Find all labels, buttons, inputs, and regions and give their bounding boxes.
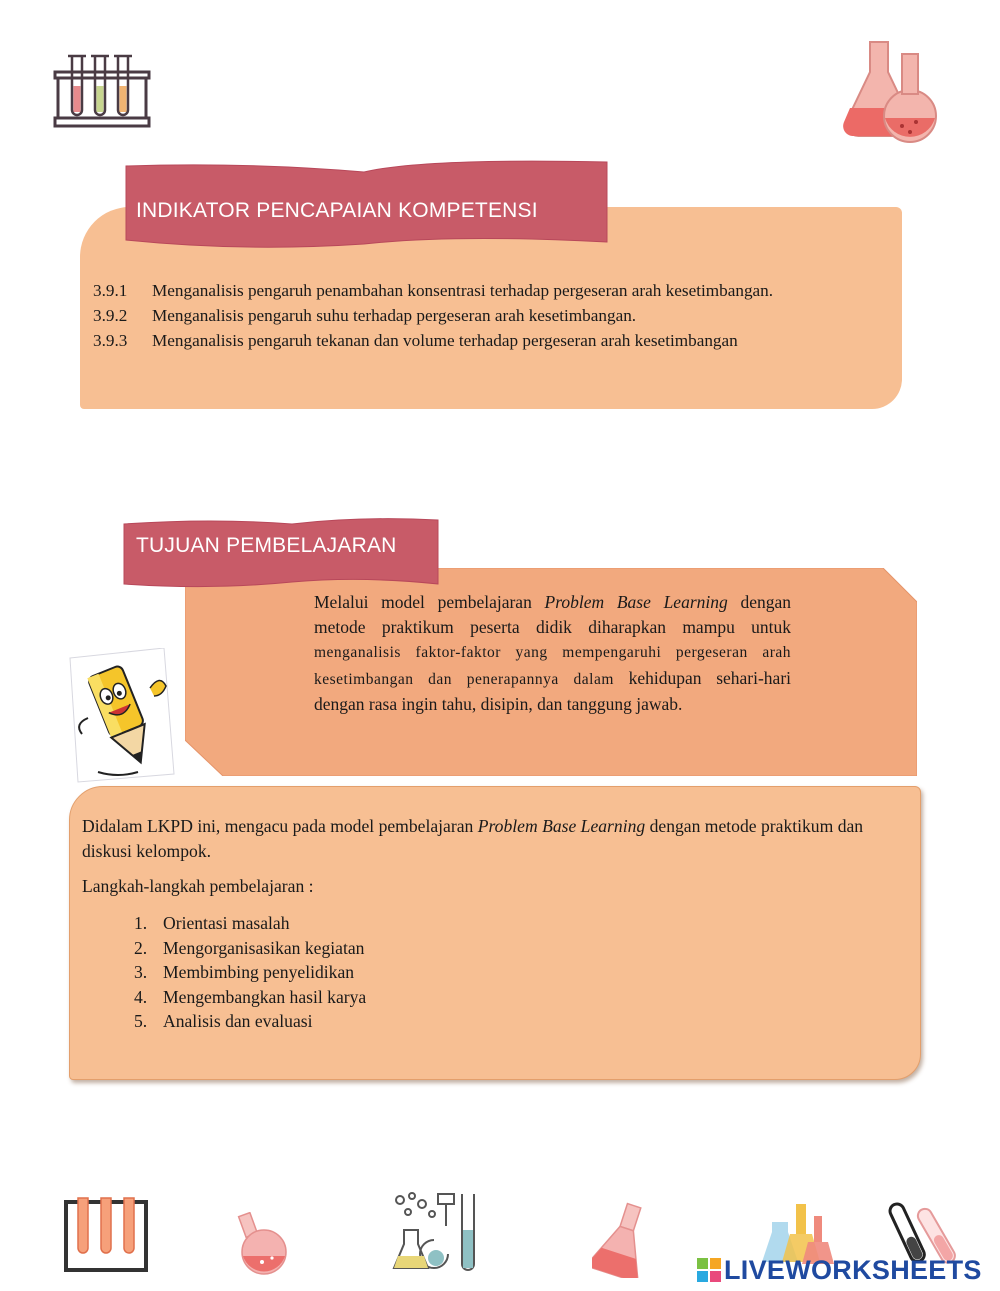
step-text: Membimbing penyelidikan [163, 962, 355, 982]
goals-title: TUJUAN PEMBELAJARAN [136, 534, 397, 557]
step-number: 3. [134, 962, 148, 982]
goals-text-part: dengan metode praktikum peserta didik diharapkan mampu untuk [314, 592, 791, 637]
indicator-number: 3.9.1 [93, 281, 128, 300]
liveworksheets-logo [697, 1254, 982, 1286]
step-number: 1. [134, 913, 148, 933]
indicator-text: Menganalisis pengaruh tekanan dan volume terhadap pergeseran arah kesetimbangan [152, 331, 738, 350]
indicator-text: Menganalisis pengaruh penambahan konsentrasi terhadap pergeseran arah kesetimbangan. [152, 281, 774, 300]
list-item [134, 960, 366, 985]
live-badge-icon [697, 1258, 721, 1282]
lkpd-intro-emphasis: Problem Base Learning [477, 816, 646, 836]
goals-text [314, 590, 791, 717]
list-item [134, 911, 366, 936]
flasks-icon [838, 36, 948, 146]
steps-heading: Langkah-langkah pembelajaran : [82, 876, 314, 896]
step-number: 4. [134, 986, 148, 1007]
list-item [134, 936, 366, 961]
list-item [134, 985, 366, 1010]
indicator-number: 3.9.3 [93, 331, 128, 350]
step-text: Mengembangkan hasil karya [163, 986, 367, 1007]
goals-text-emphasis: Problem Base Learning [544, 592, 728, 612]
list-item [134, 1009, 366, 1034]
indicator-title: INDIKATOR PENCAPAIAN KOMPETENSI [136, 199, 538, 222]
list-item [93, 328, 893, 353]
brand-name: LIVEWORKSHEETS [724, 1254, 982, 1285]
lkpd-intro-part: dengan metode praktikum dan diskusi kelompok. [82, 816, 864, 861]
step-text: Orientasi masalah [163, 913, 290, 933]
round-flask-icon [232, 1212, 290, 1278]
test-tube-rack-icon [60, 1196, 152, 1276]
indicator-number: 3.9.2 [93, 306, 128, 325]
test-tube-rack-icon [52, 52, 152, 130]
list-item [93, 303, 893, 328]
lab-equipment-icon [392, 1190, 484, 1278]
conical-flask-icon [592, 1202, 654, 1278]
indicator-text: Menganalisis pengaruh suhu terhadap pergeseran arah kesetimbangan. [152, 306, 637, 325]
step-text: Mengorganisasikan kegiatan [163, 937, 365, 958]
steps-list [134, 911, 366, 1034]
goals-text-part: menganalisis faktor-faktor yang mempengaruhi pergeseran arah kesetimbangan dan penerapannya dalam [314, 644, 791, 688]
goals-text-part: kehidupan sehari-hari dengan rasa ingin tahu, disipin, dan tanggung jawab. [314, 667, 792, 714]
pencil-mascot [68, 648, 176, 784]
goals-text-part: Melalui model pembelajaran [314, 592, 545, 612]
step-number: 5. [134, 1011, 148, 1031]
list-item [93, 278, 893, 303]
indicator-list [93, 278, 893, 353]
step-number: 2. [134, 937, 148, 958]
lkpd-intro-part: Didalam LKPD ini, mengacu pada model pembelajaran [82, 816, 478, 836]
step-text: Analisis dan evaluasi [163, 1011, 313, 1031]
lkpd-intro [82, 814, 882, 864]
